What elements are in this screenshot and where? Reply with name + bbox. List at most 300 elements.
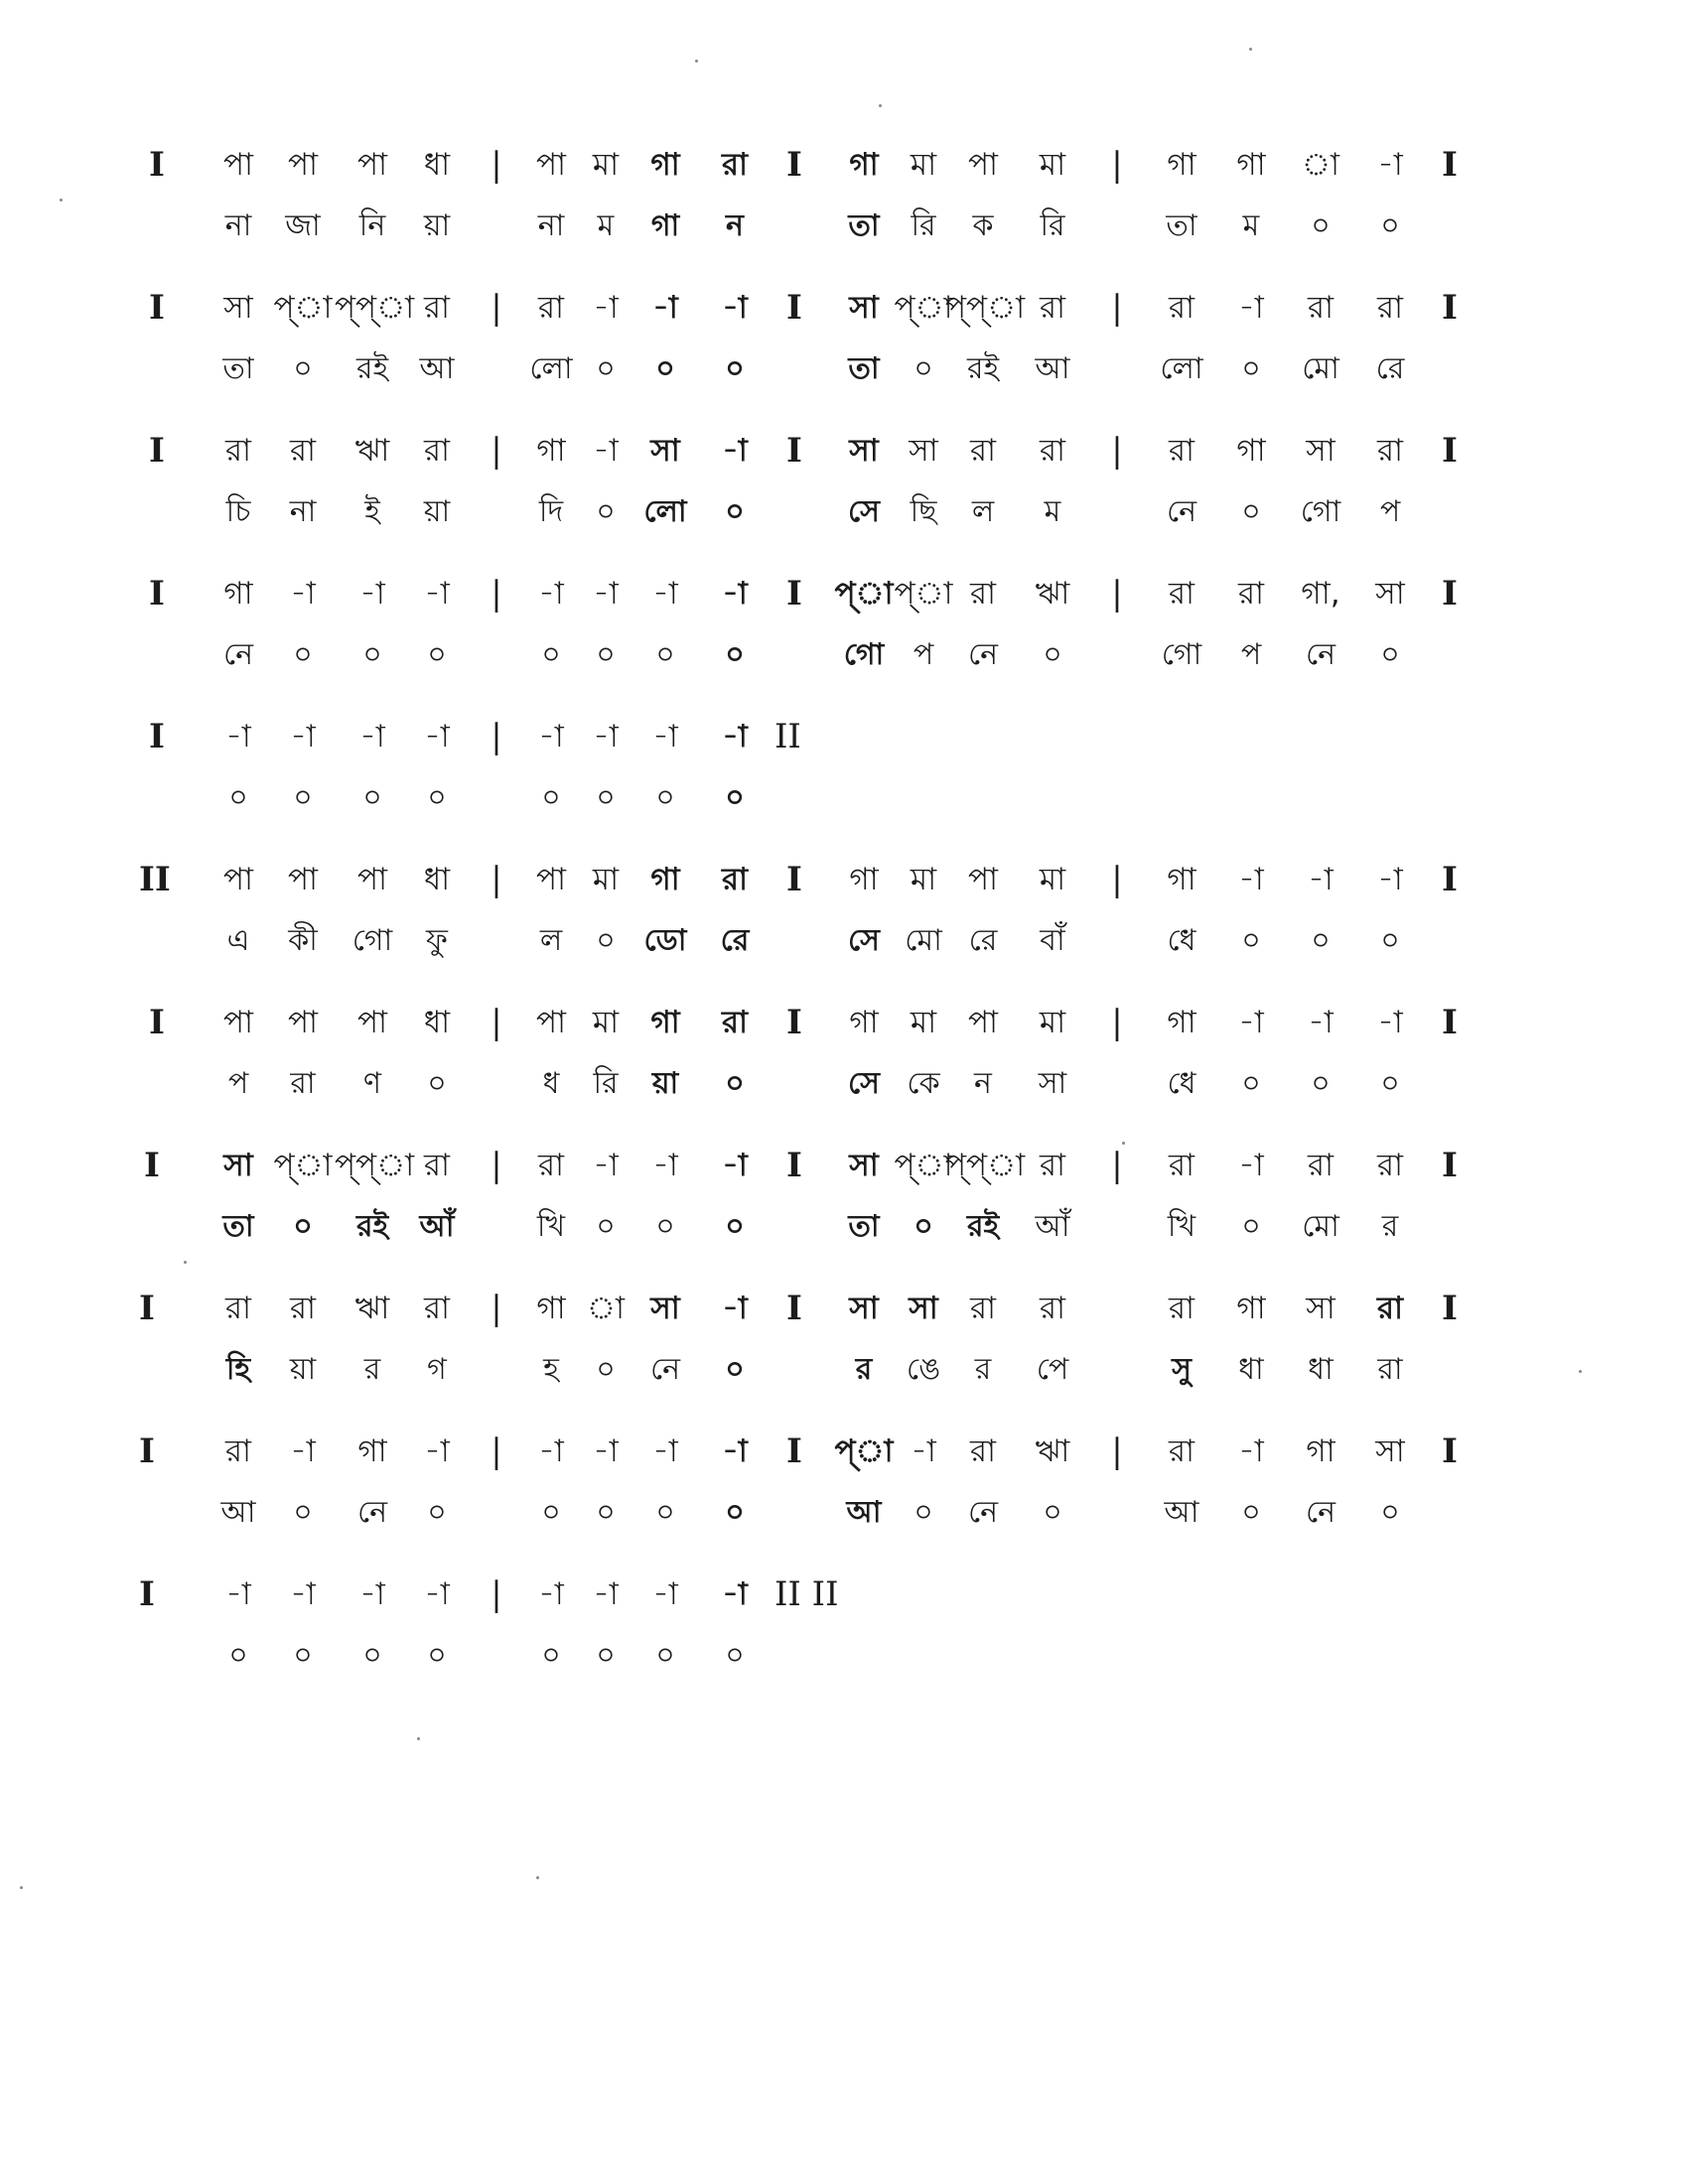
lyric-syllable: ধা	[1238, 1352, 1264, 1387]
lyric-syllable: ০	[1043, 1495, 1062, 1530]
lyric-syllable: সা	[1038, 1066, 1067, 1101]
note: রা	[224, 1291, 252, 1326]
lyric-syllable: ০	[725, 637, 745, 672]
lyric-syllable: গো	[843, 637, 885, 672]
staff-start-mark: I	[149, 145, 165, 185]
final-bar-line: II II	[774, 1574, 839, 1614]
notes-row	[0, 713, 1688, 760]
note: -া	[652, 576, 678, 612]
note: রা	[969, 576, 997, 612]
note: রা	[1168, 1148, 1196, 1183]
note: -া	[722, 1148, 748, 1183]
note: সা	[1375, 576, 1405, 612]
note: -া	[722, 576, 748, 612]
lyric-syllable: এ	[226, 923, 250, 958]
lyric-syllable: র	[1381, 1209, 1399, 1244]
lyric-syllable: ০	[1311, 208, 1331, 243]
lyric-syllable: ০	[228, 780, 248, 815]
lyric-syllable: য়া	[289, 1352, 317, 1387]
bar-line: |	[1111, 1003, 1123, 1042]
note: -া	[424, 719, 450, 754]
lyric-syllable: না	[537, 208, 565, 243]
bar-line: |	[491, 288, 502, 328]
lyrics-row	[0, 1203, 1688, 1251]
note: মা	[592, 862, 620, 897]
notes-row	[0, 999, 1688, 1046]
mid-bar-line: I	[786, 1146, 802, 1185]
note: -া	[652, 1148, 678, 1183]
lyric-syllable: প	[227, 1066, 249, 1101]
note: -া	[1238, 1005, 1264, 1040]
lyric-syllable: ০	[596, 1352, 616, 1387]
note: -া	[538, 719, 564, 754]
notes-row	[0, 570, 1688, 617]
note: পা	[287, 1005, 319, 1040]
note: পা	[967, 1005, 999, 1040]
notes-row	[0, 427, 1688, 475]
lyric-syllable: ধে	[1167, 923, 1196, 958]
note: রা	[721, 147, 749, 183]
note: সা	[1306, 433, 1336, 469]
note: গা	[650, 1005, 680, 1040]
lyric-syllable: ০	[293, 780, 313, 815]
lyrics-row	[0, 488, 1688, 536]
lyric-syllable: ০	[655, 1638, 675, 1673]
lyric-syllable: গো	[352, 923, 393, 958]
lyric-syllable: ০	[1311, 1066, 1331, 1101]
note: রা	[423, 433, 451, 469]
note: -া	[1238, 290, 1264, 326]
lyric-syllable: রই	[355, 1209, 389, 1244]
lyric-syllable: ০	[541, 780, 561, 815]
end-bar-line: I	[1442, 1003, 1458, 1042]
note: প্া	[834, 1433, 894, 1469]
note: রা	[423, 1291, 451, 1326]
lyric-syllable: প	[1379, 494, 1401, 529]
staff-start-mark: II	[139, 860, 171, 899]
lyric-syllable: হি	[225, 1352, 251, 1387]
lyric-syllable: ০	[725, 1638, 745, 1673]
notes-row	[0, 1142, 1688, 1189]
note: -া	[1238, 1433, 1264, 1469]
note: -া	[538, 1433, 564, 1469]
lyric-syllable: নে	[1166, 494, 1197, 529]
lyric-syllable: রই	[966, 1209, 1000, 1244]
note: সা	[650, 433, 680, 469]
note: রা	[1376, 433, 1404, 469]
lyric-syllable: য়া	[423, 208, 451, 243]
lyric-syllable: ০	[427, 1638, 447, 1673]
notes-row	[0, 1570, 1688, 1618]
bar-line: |	[491, 431, 502, 471]
lyric-syllable: ল	[539, 923, 563, 958]
lyrics-row	[0, 345, 1688, 393]
lyric-syllable: ০	[293, 351, 313, 386]
note: রা	[969, 433, 997, 469]
lyric-syllable: ০	[228, 1638, 248, 1673]
lyric-syllable: রে	[968, 923, 998, 958]
lyric-syllable: ০	[293, 1495, 313, 1530]
lyric-syllable: আ	[846, 1495, 882, 1530]
note: -া	[593, 1148, 619, 1183]
note: রা	[1237, 576, 1265, 612]
lyric-syllable: ল	[971, 494, 995, 529]
lyric-syllable: ০	[655, 1209, 675, 1244]
note: ঋা	[354, 433, 390, 469]
note: রা	[1168, 290, 1196, 326]
lyric-syllable: প	[1240, 637, 1262, 672]
note: প্া	[834, 576, 894, 612]
lyric-syllable: রা	[290, 1066, 316, 1101]
lyric-syllable: ন	[974, 1066, 992, 1101]
mid-bar-line: I	[786, 431, 802, 471]
lyric-syllable: নে	[1305, 1495, 1336, 1530]
notes-row	[0, 1285, 1688, 1332]
end-bar-line: I	[1442, 860, 1458, 899]
note: প্া	[894, 290, 953, 326]
note: -া	[593, 576, 619, 612]
note: রা	[1376, 1291, 1404, 1326]
lyric-syllable: তা	[222, 351, 254, 386]
note: -া	[359, 576, 385, 612]
lyric-syllable: ০	[725, 1209, 745, 1244]
scan-speck	[1579, 1370, 1582, 1373]
lyric-syllable: ০	[541, 1638, 561, 1673]
lyric-syllable: ম	[1044, 494, 1061, 529]
note: গা	[357, 1433, 387, 1469]
lyric-syllable: ধ	[542, 1066, 560, 1101]
lyric-syllable: পে	[1036, 1352, 1069, 1387]
staff-start-mark: I	[149, 717, 165, 756]
lyric-syllable: ০	[1043, 637, 1062, 672]
bar-line: |	[1111, 145, 1123, 185]
note: পা	[535, 862, 567, 897]
note: -া	[225, 719, 251, 754]
lyric-syllable: নে	[356, 1495, 388, 1530]
note: রা	[1168, 1291, 1196, 1326]
note: রা	[537, 1148, 565, 1183]
note: রা	[1168, 1433, 1196, 1469]
note: গা	[223, 576, 253, 612]
bar-line: |	[1111, 1432, 1123, 1471]
note: গা	[849, 147, 879, 183]
bar-line: |	[1111, 1146, 1123, 1185]
lyric-syllable: তা	[848, 208, 880, 243]
note: সা	[650, 1291, 680, 1326]
note: মা	[910, 862, 937, 897]
notes-row	[0, 141, 1688, 189]
lyric-syllable: ০	[914, 1495, 933, 1530]
bar-line: |	[1111, 288, 1123, 328]
notes-row	[0, 856, 1688, 903]
note: -া	[1377, 1005, 1403, 1040]
notes-row	[0, 284, 1688, 332]
note: পা	[967, 147, 999, 183]
lyric-syllable: মো	[1302, 351, 1339, 386]
lyric-syllable: ০	[655, 780, 675, 815]
note: গা	[1167, 1005, 1196, 1040]
note: পা	[535, 147, 567, 183]
note: -া	[593, 1576, 619, 1612]
lyric-syllable: দি	[538, 494, 564, 529]
note: গা	[650, 147, 680, 183]
note: পা	[356, 1005, 388, 1040]
note: -া	[424, 1433, 450, 1469]
note: -া	[593, 290, 619, 326]
note: রা	[1039, 1291, 1066, 1326]
lyric-syllable: আ	[220, 1495, 256, 1530]
note: -া	[1238, 1148, 1264, 1183]
scan-speck	[417, 1737, 420, 1740]
lyric-syllable: আ	[419, 351, 455, 386]
note: -া	[424, 576, 450, 612]
scan-speck	[879, 104, 882, 107]
note: পা	[287, 862, 319, 897]
scan-speck	[184, 1261, 187, 1264]
note: -া	[290, 719, 316, 754]
lyric-syllable: চি	[225, 494, 251, 529]
note: গা	[1167, 862, 1196, 897]
scan-speck	[695, 60, 698, 63]
mid-bar-line: I	[786, 860, 802, 899]
note: পা	[356, 147, 388, 183]
lyric-syllable: ০	[1241, 1209, 1261, 1244]
note: গা	[536, 433, 566, 469]
lyric-syllable: না	[289, 494, 317, 529]
end-bar-line: I	[1442, 288, 1458, 328]
lyrics-row	[0, 1060, 1688, 1108]
note: সা	[223, 290, 253, 326]
lyric-syllable: নে	[967, 637, 999, 672]
lyric-syllable: গো	[1161, 637, 1202, 672]
lyric-syllable: ০	[725, 780, 745, 815]
note: সা	[1375, 1433, 1405, 1469]
lyric-syllable: ফু	[426, 923, 448, 958]
lyric-syllable: র	[974, 1352, 992, 1387]
note: -া	[652, 290, 678, 326]
lyric-syllable: ০	[725, 494, 745, 529]
note: রা	[289, 433, 317, 469]
lyric-syllable: ০	[362, 637, 382, 672]
lyric-syllable: ০	[1380, 1066, 1400, 1101]
lyric-syllable: সু	[1172, 1352, 1192, 1387]
bar-line: |	[491, 574, 502, 614]
note: রা	[969, 1291, 997, 1326]
lyric-syllable: ০	[293, 1638, 313, 1673]
note: পা	[222, 862, 254, 897]
note: -া	[290, 576, 316, 612]
lyric-syllable: আ	[1035, 351, 1070, 386]
staff-start-mark: I	[149, 574, 165, 614]
note: পা	[287, 147, 319, 183]
scan-speck	[1122, 1142, 1125, 1145]
note: -া	[1308, 862, 1334, 897]
lyric-syllable: ০	[541, 637, 561, 672]
note: রা	[1376, 290, 1404, 326]
note: গা	[536, 1291, 566, 1326]
lyric-syllable: কে	[907, 1066, 940, 1101]
end-bar-line: I	[1442, 574, 1458, 614]
lyric-syllable: ছি	[910, 494, 937, 529]
staff-start-mark: I	[149, 431, 165, 471]
lyric-syllable: আ	[1164, 1495, 1199, 1530]
note: ঋা	[354, 1291, 390, 1326]
lyric-syllable: খি	[1167, 1209, 1196, 1244]
note: সা	[849, 290, 879, 326]
lyric-syllable: মো	[905, 923, 942, 958]
lyric-syllable: রা	[1377, 1352, 1403, 1387]
note: -া	[538, 576, 564, 612]
lyric-syllable: ০	[1311, 923, 1331, 958]
mid-bar-line: I	[786, 288, 802, 328]
end-bar-line: I	[1442, 145, 1458, 185]
mid-bar-line: I	[786, 1289, 802, 1328]
lyric-syllable: ০	[725, 1495, 745, 1530]
lyric-syllable: তা	[848, 1209, 880, 1244]
bar-line: |	[491, 145, 502, 185]
note: প্প্া	[945, 1148, 1026, 1183]
note: গা	[1236, 433, 1266, 469]
lyric-syllable: ম	[597, 208, 615, 243]
note: -া	[1238, 862, 1264, 897]
note: গা	[1167, 147, 1196, 183]
note: -া	[1308, 1005, 1334, 1040]
note: -া	[652, 719, 678, 754]
lyrics-row	[0, 1632, 1688, 1680]
end-bar-line: I	[1442, 1289, 1458, 1328]
lyric-syllable: ০	[914, 351, 933, 386]
note: রা	[1376, 1148, 1404, 1183]
note: রা	[423, 1148, 451, 1183]
staff-start-mark: I	[149, 288, 165, 328]
lyric-syllable: ডো	[643, 923, 687, 958]
note: -া	[424, 1576, 450, 1612]
note: রা	[1307, 1148, 1335, 1183]
lyric-syllable: আঁ	[419, 1209, 455, 1244]
note: -া	[722, 719, 748, 754]
lyric-syllable: ০	[362, 780, 382, 815]
note: রা	[969, 1433, 997, 1469]
bar-line: |	[1111, 574, 1123, 614]
note: -া	[359, 1576, 385, 1612]
lyric-syllable: ০	[1380, 208, 1400, 243]
lyrics-row	[0, 631, 1688, 679]
scan-speck	[536, 1876, 539, 1879]
lyric-syllable: হ	[543, 1352, 559, 1387]
staff-start-mark: I	[149, 1003, 165, 1042]
lyric-syllable: ধা	[1308, 1352, 1334, 1387]
lyric-syllable: ০	[427, 780, 447, 815]
staff-start-mark: I	[139, 1574, 155, 1614]
note: -া	[290, 1433, 316, 1469]
note: -া	[722, 433, 748, 469]
lyrics-row	[0, 1346, 1688, 1394]
lyrics-row	[0, 1489, 1688, 1537]
lyric-syllable: নে	[1305, 637, 1336, 672]
lyric-syllable: ০	[596, 1638, 616, 1673]
note: -া	[652, 1433, 678, 1469]
lyric-syllable: গো	[1300, 494, 1341, 529]
note: পা	[535, 1005, 567, 1040]
note: রা	[1307, 290, 1335, 326]
scan-speck	[1249, 48, 1252, 51]
lyric-syllable: রই	[355, 351, 389, 386]
lyric-syllable: লো	[1160, 351, 1203, 386]
note: সা	[849, 1148, 879, 1183]
bar-line: |	[491, 1574, 502, 1614]
lyrics-row	[0, 203, 1688, 250]
lyric-syllable: ০	[655, 351, 675, 386]
note: া	[586, 1291, 625, 1326]
scan-speck	[60, 199, 63, 202]
note: গা	[1236, 147, 1266, 183]
note: -া	[593, 433, 619, 469]
lyric-syllable: ০	[362, 1638, 382, 1673]
lyric-syllable: তা	[1166, 208, 1197, 243]
end-bar-line: I	[1442, 1146, 1458, 1185]
mid-bar-line: I	[786, 1432, 802, 1471]
lyric-syllable: ০	[596, 1209, 616, 1244]
lyric-syllable: ই	[364, 494, 380, 529]
mid-bar-line: I	[786, 145, 802, 185]
lyric-syllable: ০	[1380, 637, 1400, 672]
lyric-syllable: ০	[293, 637, 313, 672]
lyric-syllable: নে	[222, 637, 254, 672]
note: রা	[224, 1433, 252, 1469]
note: -া	[225, 1576, 251, 1612]
lyric-syllable: নে	[967, 1495, 999, 1530]
lyric-syllable: রি	[1040, 208, 1065, 243]
lyrics-row	[0, 774, 1688, 822]
note: -া	[1377, 147, 1403, 183]
end-bar-line: I	[1442, 1432, 1458, 1471]
staff-start-mark: I	[144, 1146, 160, 1185]
note: প্প্া	[945, 290, 1026, 326]
lyric-syllable: ০	[725, 1066, 745, 1101]
lyric-syllable: ০	[655, 1495, 675, 1530]
note: সা	[1306, 1291, 1336, 1326]
lyric-syllable: ০	[1241, 494, 1261, 529]
lyric-syllable: নে	[649, 1352, 681, 1387]
lyric-syllable: ন	[726, 208, 744, 243]
note: রা	[423, 290, 451, 326]
lyric-syllable: সে	[848, 923, 880, 958]
lyric-syllable: য়া	[651, 1066, 679, 1101]
note: মা	[910, 1005, 937, 1040]
lyric-syllable: সে	[848, 1066, 880, 1101]
note: সা	[909, 1291, 938, 1326]
lyric-syllable: ঙে	[906, 1352, 941, 1387]
note: গা	[650, 862, 680, 897]
lyric-syllable: বাঁ	[1040, 923, 1065, 958]
note: -া	[1377, 862, 1403, 897]
note: -া	[652, 1576, 678, 1612]
notes-row	[0, 1428, 1688, 1475]
lyric-syllable: ০	[655, 637, 675, 672]
note: ধা	[423, 1005, 451, 1040]
lyric-syllable: ০	[596, 780, 616, 815]
note: সা	[849, 433, 879, 469]
staff-start-mark: I	[139, 1432, 155, 1471]
lyric-syllable: মো	[1302, 1209, 1339, 1244]
lyric-syllable: লো	[529, 351, 573, 386]
lyric-syllable: র	[363, 1352, 381, 1387]
lyric-syllable: জা	[285, 208, 321, 243]
mid-bar-line: I	[786, 1003, 802, 1042]
lyric-syllable: রে	[1375, 351, 1405, 386]
lyric-syllable: তা	[848, 351, 880, 386]
note: গা	[849, 862, 879, 897]
